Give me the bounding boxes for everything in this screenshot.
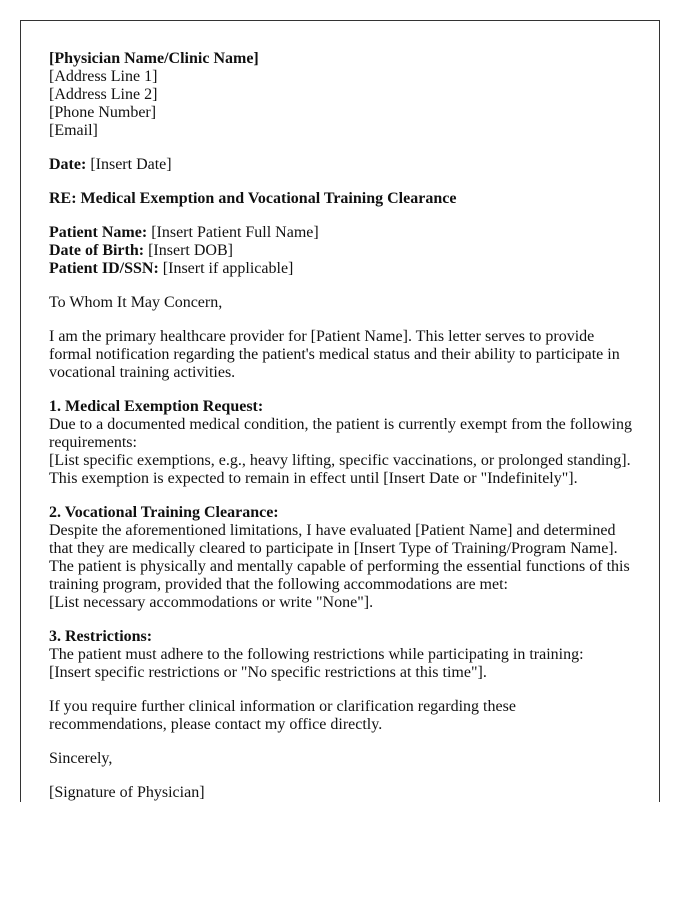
section-line: The patient must adhere to the following restrictions while participating in training: [49, 646, 584, 663]
date-label: Date: [49, 156, 87, 173]
intro-paragraph [49, 328, 631, 382]
subject-line [49, 190, 631, 208]
section-medical-exemption [49, 398, 631, 488]
section-restrictions [49, 628, 631, 682]
section-line: Due to a documented medical condition, the patient is currently exempt from the following [49, 416, 632, 433]
closing-paragraph [49, 698, 631, 734]
patient-dob-label: Date of Birth: [49, 242, 145, 259]
date-line [49, 156, 631, 174]
intro-line: vocational training activities. [49, 364, 236, 381]
intro-line: I am the primary healthcare provider for [Patient Name]. This letter serves to provide [49, 328, 595, 345]
patient-id-value: [Insert if applicable] [158, 260, 294, 277]
section-line: The patient is physically and mentally capable of performing the essential functions of this [49, 558, 630, 575]
section-line: [Insert specific restrictions or "No specific restrictions at this time"]. [49, 664, 487, 681]
patient-name-row [49, 224, 631, 242]
section-line: requirements: [49, 434, 137, 451]
sender-name: [Physician Name/Clinic Name] [49, 50, 259, 67]
patient-dob-value: [Insert DOB] [144, 242, 233, 259]
patient-id-label: Patient ID/SSN: [49, 260, 159, 277]
patient-name-label: Patient Name: [49, 224, 148, 241]
date-value: [Insert Date] [86, 156, 172, 173]
section-heading: 2. Vocational Training Clearance: [49, 504, 279, 521]
intro-line: formal notification regarding the patient's medical status and their ability to participate in [49, 346, 620, 363]
patient-id-row [49, 260, 631, 278]
patient-info-block [49, 224, 631, 278]
closing-paragraph-line: If you require further clinical information or clarification regarding these [49, 698, 516, 715]
section-line: This exemption is expected to remain in effect until [Insert Date or "Indefinitely"]. [49, 470, 578, 487]
sender-address-line-2: [Address Line 2] [49, 86, 158, 103]
section-vocational-clearance [49, 504, 631, 612]
sender-email: [Email] [49, 122, 98, 139]
section-line: training program, provided that the following accommodations are met: [49, 576, 508, 593]
sender-block [49, 50, 631, 140]
salutation [49, 294, 631, 312]
letter-page [20, 20, 660, 802]
section-heading: 1. Medical Exemption Request: [49, 398, 264, 415]
closing [49, 750, 631, 768]
section-heading: 3. Restrictions: [49, 628, 153, 645]
section-line: that they are medically cleared to participate in [Insert Type of Training/Program Name]. [49, 540, 618, 557]
section-line: [List specific exemptions, e.g., heavy lifting, specific vaccinations, or prolonged standing]. [49, 452, 631, 469]
sender-address-line-1: [Address Line 1] [49, 68, 158, 85]
section-line: Despite the aforementioned limitations, I have evaluated [Patient Name] and determined [49, 522, 616, 539]
salutation-text: To Whom It May Concern, [49, 294, 223, 311]
signature-block [49, 784, 631, 802]
sender-phone: [Phone Number] [49, 104, 157, 121]
signature-text: [Signature of Physician] [49, 784, 205, 801]
subject-text: RE: Medical Exemption and Vocational Training Clearance [49, 190, 457, 207]
closing-paragraph-line: recommendations, please contact my office directly. [49, 716, 383, 733]
section-line: [List necessary accommodations or write "None"]. [49, 594, 374, 611]
closing-text: Sincerely, [49, 750, 113, 767]
patient-dob-row [49, 242, 631, 260]
patient-name-value: [Insert Patient Full Name] [147, 224, 319, 241]
